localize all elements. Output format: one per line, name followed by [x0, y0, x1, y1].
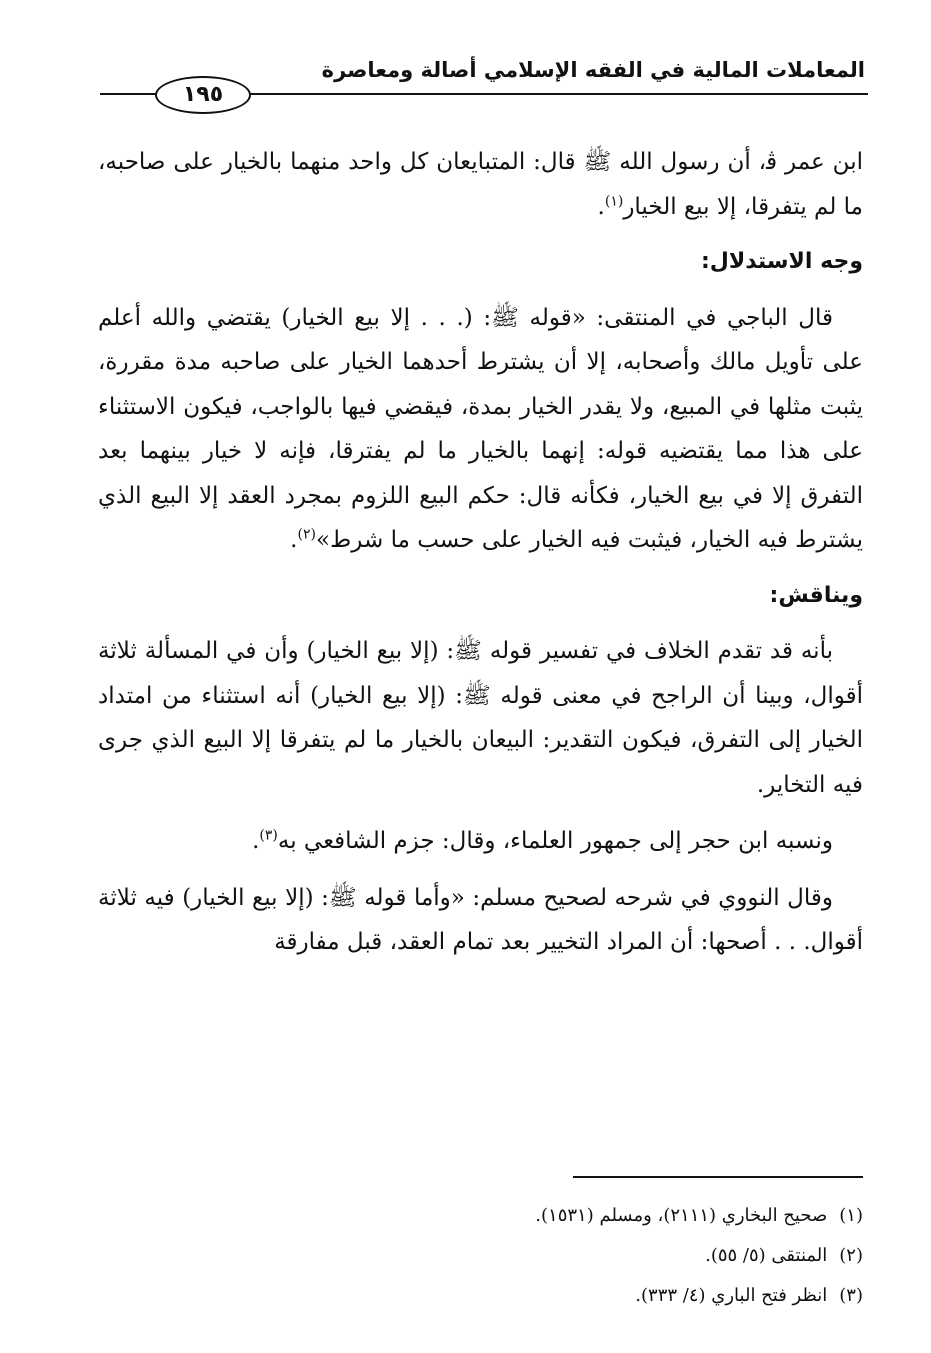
footnote-3 [163, 1276, 863, 1316]
running-header-title: المعاملات المالية في الفقه الإسلامي أصالة ومعاصرة [321, 58, 865, 82]
footnote-rule [573, 1176, 863, 1178]
footnote-ref-3: (٣) [259, 827, 278, 844]
footnote-2-text: المنتقى (٥/ ٥٥). [705, 1245, 828, 1266]
paragraph-ibn-hajar-text: ونسبه ابن حجر إلى جمهور العلماء، وقال: جزم الشافعي به [277, 828, 833, 854]
paragraph-baji: قال الباجي في المنتقى: «قوله ﷺ: (. . . إلا بيع الخيار) يقتضي والله أعلم على تأويل مالك وأصحابه، إلا أن يشترط أحدهما الخيار على صاحبه مدة مقررة، يثبت مثلها في المبيع، ولا يقدر الخيار بمدة، فيقضي فيها بالواجب، فيكون الاستثناء على هذا مما يقتضيه قوله: إنهما بالخيار ما لم يفترقا، فإنه لا خيار بينهما بعد التفرق إلا في بيع الخيار، فكأنه قال: حكم البيع اللزوم بمجرد العقد إلا البيع الذي يشترط فيه الخيار، فيثبت فيه الخيار على حسب ما شرط»$^{(٢)}$. [98, 304, 863, 553]
paragraph-response: بأنه قد تقدم الخلاف في تفسير قوله ﷺ: (إلا بيع الخيار) وأن في المسألة ثلاثة أقوال، وبينا أن الراجح في معنى قوله ﷺ: (إلا بيع الخيار) أنه استثناء من امتداد الخيار إلى التفرق، فيكون التقدير: البيعان بالخيار ما لم يتفرقا إلا البيع الذي جرى فيه التخاير. [98, 638, 863, 798]
footnote-2 [163, 1236, 863, 1276]
footnotes [163, 1196, 863, 1316]
footnote-1-number: (١) [839, 1205, 863, 1226]
footnote-3-text: انظر فتح الباري (٤/ ٣٣٣). [635, 1285, 828, 1306]
paragraph-baji-text: قال الباجي في المنتقى: «قوله ﷺ: (. . . إلا بيع الخيار) يقتضي والله أعلم على تأويل مالك وأصحابه، إلا أن يشترط أحدهما الخيار على صاحبه مدة مقررة، يثبت مثلها في المبيع، ولا يقدر الخيار بمدة، فيقضي فيها بالواجب، فيكون الاستثناء على هذا مما يقتضيه قوله: إنهما بالخيار ما لم يفترقا، فإنه لا خيار بينهما بعد التفرق إلا في بيع الخيار، فكأنه قال: حكم البيع اللزوم بمجرد العقد إلا البيع الذي يشترط فيه الخيار، فيثبت فيه الخيار على حسب ما شرط» [98, 304, 863, 553]
paragraph-hadith-text: ابن عمر ﭬ، أن رسول الله ﷺ قال: المتبايعان كل واحد منهما بالخيار على صاحبه، ما لم يتفرقا، إلا بيع الخيار [98, 149, 863, 220]
footnote-ref-2: (٢) [297, 526, 316, 543]
heading-evidence: وجه الاستدلال: [700, 249, 863, 274]
paragraph-nawawi: وقال النووي في شرحه لصحيح مسلم: «وأما قوله ﷺ: (إلا بيع الخيار) فيه ثلاثة أقوال. . . أصحها: أن المراد التخيير بعد تمام العقد، قبل مفارقة [98, 884, 863, 955]
footnote-ref-1: (١) [604, 192, 624, 209]
main-text [98, 140, 863, 965]
page-number: ١٩٥ [155, 76, 251, 114]
heading-discussion: ويناقش: [769, 582, 863, 608]
footnote-1-text: صحيح البخاري (٢١١١)، ومسلم (١٥٣١). [535, 1205, 828, 1226]
paragraph-ibn-hajar: ونسبه ابن حجر إلى جمهور العلماء، وقال: جزم الشافعي به$^{(٣)}$. [252, 827, 833, 854]
footnote-1 [163, 1196, 863, 1236]
footnote-3-number: (٣) [839, 1285, 863, 1306]
footnote-2-number: (٢) [839, 1245, 863, 1266]
paragraph-hadith: ابن عمر ﭬ، أن رسول الله ﷺ قال: المتبايعان كل واحد منهما بالخيار على صاحبه، ما لم يتفرقا، إلا بيع الخيار$^{(١)}$. [98, 149, 863, 220]
